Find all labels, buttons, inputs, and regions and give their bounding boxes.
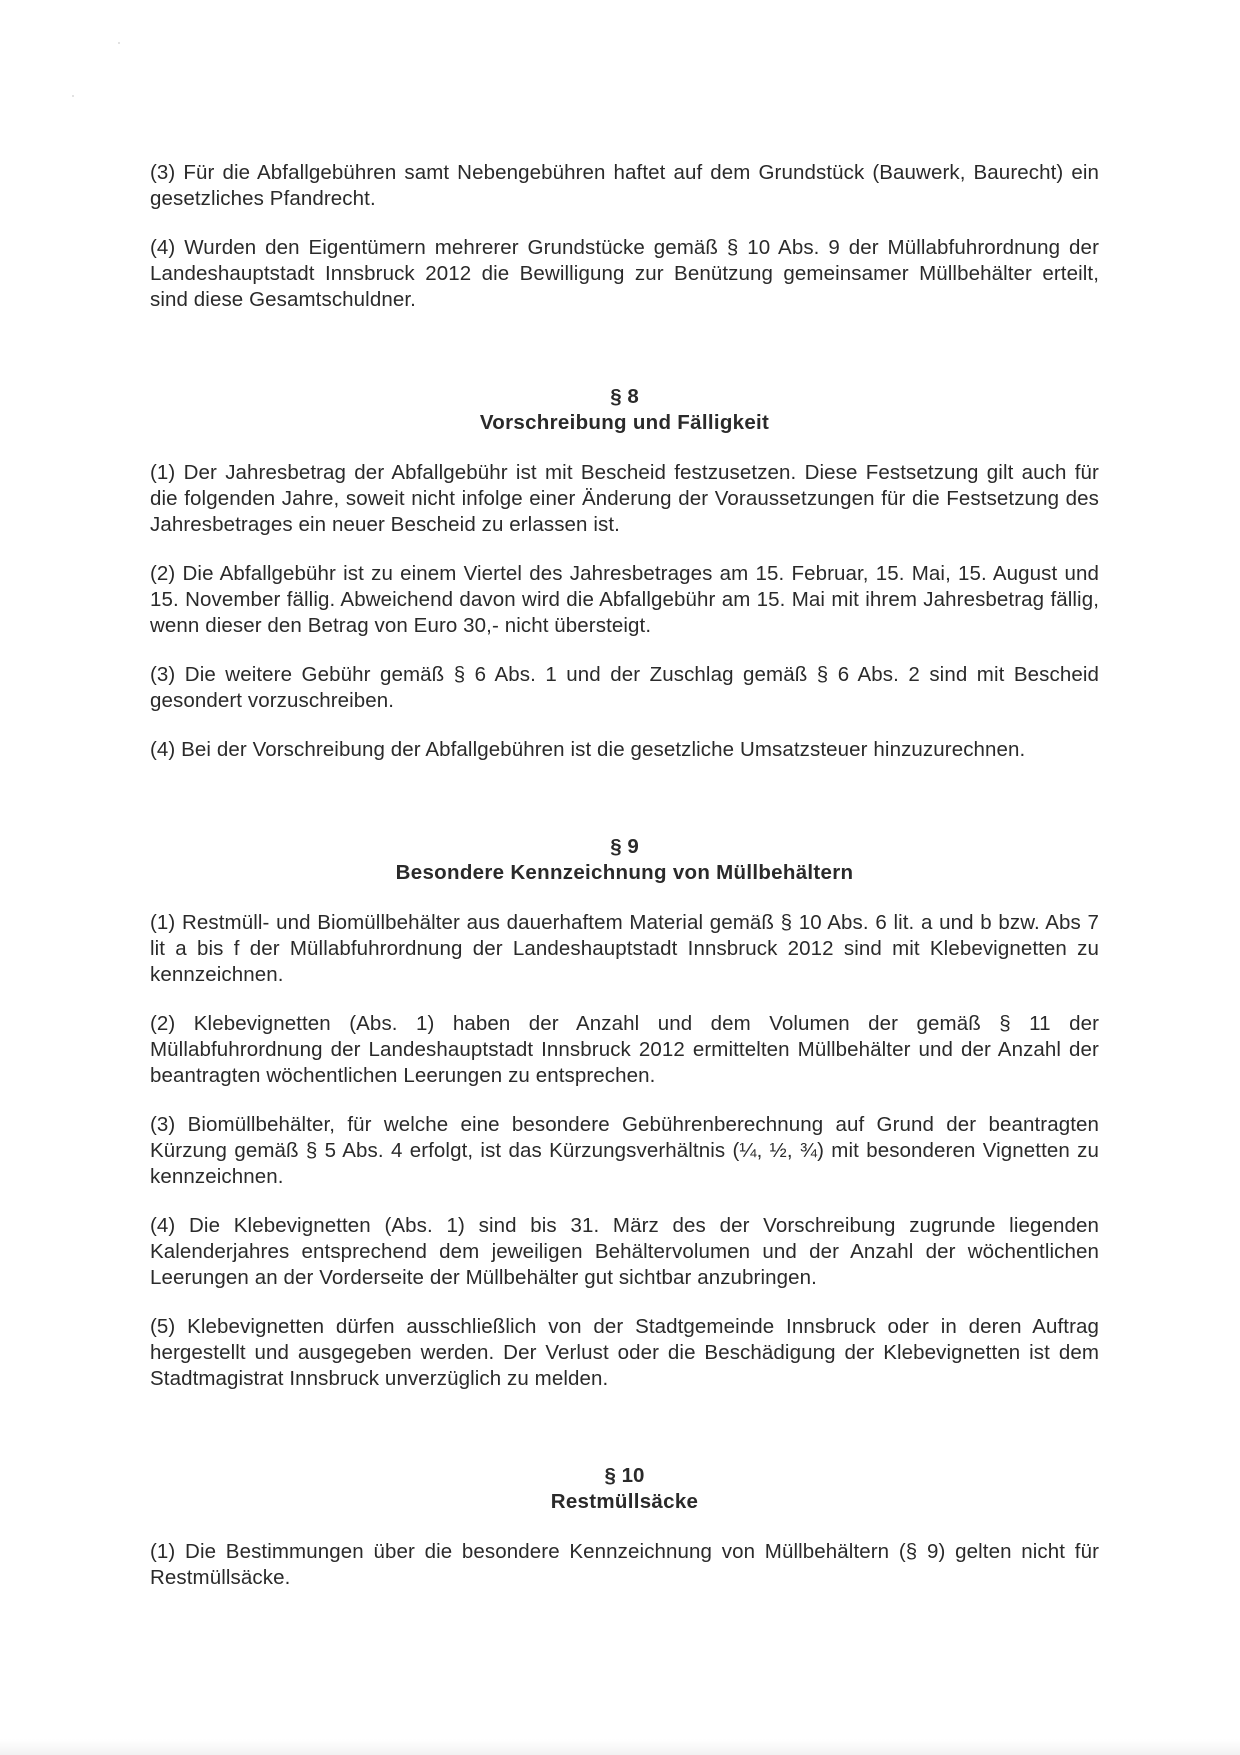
- paragraph-9-4: (4) Die Klebevignetten (Abs. 1) sind bis 31. März des der Vorschreibung zugrunde liegenden Kalenderjahres entsprechend dem jeweiligen Behältervolumen und der Anzahl der wöchentlichen Leerungen an der Vorderseite der Müllbehälter gut sichtbar anzubringen.: [150, 1214, 1099, 1289]
- section-heading-9: [150, 834, 1099, 886]
- section-heading-10: [150, 1463, 1099, 1515]
- scan-bottom-edge: [0, 1739, 1240, 1755]
- section-heading-8: [150, 384, 1099, 436]
- section-number: § 8: [610, 385, 639, 408]
- paragraph-9-1: (1) Restmüll- und Biomüllbehälter aus dauerhaftem Material gemäß § 10 Abs. 6 lit. a und b bzw. Abs 7 lit a bis f der Müllabfuhrordnung der Landeshauptstadt Innsbruck 2012 sind mit Klebevignetten zu kennzeichnen.: [150, 911, 1099, 986]
- paragraph-8-1: (1) Der Jahresbetrag der Abfallgebühr ist mit Bescheid festzusetzen. Diese Festsetzung gilt auch für die folgenden Jahre, soweit nicht infolge einer Änderung der Voraussetzungen für die Festsetzung des Jahresbetrages ein neuer Bescheid zu erlassen ist.: [150, 461, 1099, 536]
- section-number: § 9: [610, 835, 639, 858]
- scan-speck: [118, 42, 120, 44]
- section-title: Vorschreibung und Fälligkeit: [479, 411, 770, 434]
- paragraph-8-4: (4) Bei der Vorschreibung der Abfallgebühren ist die gesetzliche Umsatzsteuer hinzuzurechnen.: [150, 738, 1026, 761]
- paragraph-intro-3: (3) Für die Abfallgebühren samt Nebengebühren haftet auf dem Grundstück (Bauwerk, Baurecht) ein gesetzliches Pfandrecht.: [150, 161, 1099, 210]
- paragraph-intro-4: (4) Wurden den Eigentümern mehrerer Grundstücke gemäß § 10 Abs. 9 der Müllabfuhrordnung der Landeshauptstadt Innsbruck 2012 die Bewilligung zur Benützung gemeinsamer Müllbehälter erteilt, sind diese Gesamtschuldner.: [150, 236, 1099, 311]
- paragraph-8-3: (3) Die weitere Gebühr gemäß § 6 Abs. 1 und der Zuschlag gemäß § 6 Abs. 2 sind mit Bescheid gesondert vorzuschreiben.: [150, 663, 1099, 712]
- paragraph-9-3: (3) Biomüllbehälter, für welche eine besondere Gebührenberechnung auf Grund der beantragten Kürzung gemäß § 5 Abs. 4 erfolgt, ist das Kürzungsverhältnis (¼, ½, ¾) mit besonderen Vignetten zu kennzeichnen.: [150, 1113, 1099, 1188]
- paragraph-9-2: (2) Klebevignetten (Abs. 1) haben der Anzahl und dem Volumen der gemäß § 11 der Müllabfuhrordnung der Landeshauptstadt Innsbruck 2012 ermittelten Müllbehälter und der Anzahl der beantragten wöchentlichen Leerungen zu entsprechen.: [150, 1012, 1099, 1087]
- section-title: Besondere Kennzeichnung von Müllbehältern: [395, 861, 854, 884]
- paragraph-8-2: (2) Die Abfallgebühr ist zu einem Viertel des Jahresbetrages am 15. Februar, 15. Mai, 15. August und 15. November fällig. Abweichend davon wird die Abfallgebühr am 15. Mai mit ihrem Jahresbetrag fällig, wenn dieser den Betrag von Euro 30,- nicht übersteigt.: [150, 562, 1099, 637]
- paragraph-10-1: (1) Die Bestimmungen über die besondere Kennzeichnung von Müllbehältern (§ 9) gelten nicht für Restmüllsäcke.: [150, 1540, 1099, 1589]
- section-title: Restmüllsäcke: [550, 1490, 699, 1513]
- section-number: § 10: [604, 1464, 645, 1487]
- paragraph-9-5: (5) Klebevignetten dürfen ausschließlich von der Stadtgemeinde Innsbruck oder in deren Auftrag hergestellt und ausgegeben werden. Der Verlust oder die Beschädigung der Klebevignetten ist dem Stadtmagistrat Innsbruck unverzüglich zu melden.: [150, 1315, 1099, 1390]
- document-body: [150, 160, 1099, 1614]
- scan-speck: [72, 95, 74, 97]
